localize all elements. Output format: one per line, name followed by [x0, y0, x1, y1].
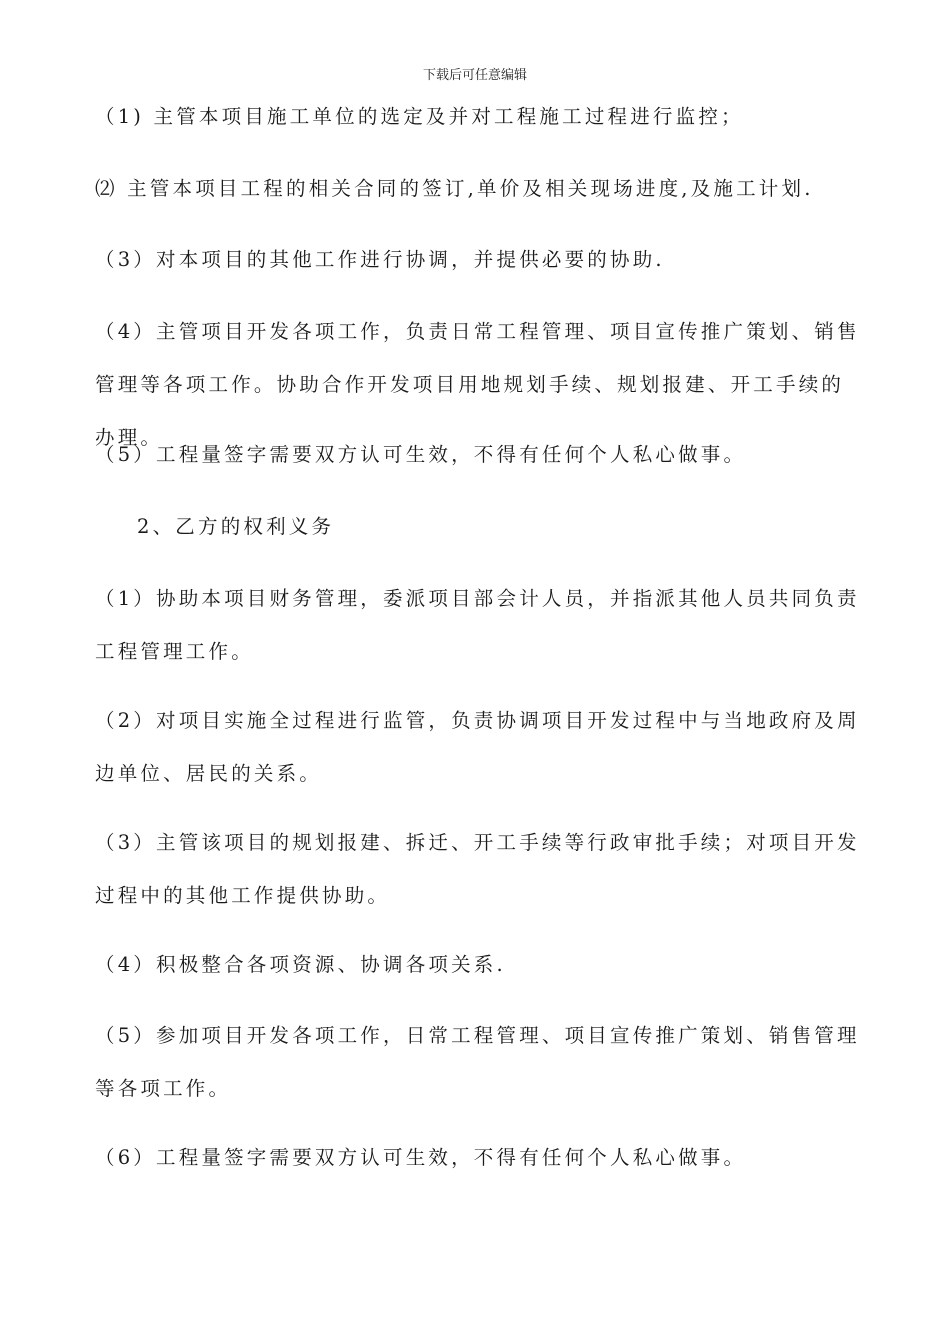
paragraph-b2: （2）对项目实施全过程进行监管，负责协调项目开发过程中与当地政府及周边单位、居民的关系。	[95, 709, 860, 785]
paragraph-b1: （1）协助本项目财务管理，委派项目部会计人员，并指派其他人员共同负责工程管理工作。	[95, 587, 860, 663]
paragraph-a2: ⑵ 主管本项目工程的相关合同的签订,单价及相关现场进度,及施工计划.	[95, 177, 814, 200]
section-heading: 2、乙方的权利义务	[137, 515, 335, 538]
paragraph-b4: （4）积极整合各项资源、协调各项关系.	[95, 953, 506, 976]
page-header: 下载后可任意编辑	[422, 68, 527, 83]
paragraph-a1: （1) 主管本项目施工单位的选定及并对工程施工过程进行监控；	[95, 105, 744, 128]
paragraph-a5: （5）工程量签字需要双方认可生效，不得有任何个人私心做事。	[95, 443, 747, 466]
paragraph-b6: （6）工程量签字需要双方认可生效，不得有任何个人私心做事。	[95, 1146, 747, 1169]
paragraph-a4: （4）主管项目开发各项工作，负责日常工程管理、项目宣传推广策划、销售管理等各项工作。协助合作开发项目用地规划手续、规划报建、开工手续的办理。	[95, 320, 860, 449]
paragraph-b3: （3）主管该项目的规划报建、拆迁、开工手续等行政审批手续；对项目开发过程中的其他工作提供协助。	[95, 831, 860, 907]
paragraph-b5: （5）参加项目开发各项工作，日常工程管理、项目宣传推广策划、销售管理等各项工作。	[95, 1024, 860, 1100]
paragraph-a3: （3）对本项目的其他工作进行协调，并提供必要的协助.	[95, 248, 665, 271]
